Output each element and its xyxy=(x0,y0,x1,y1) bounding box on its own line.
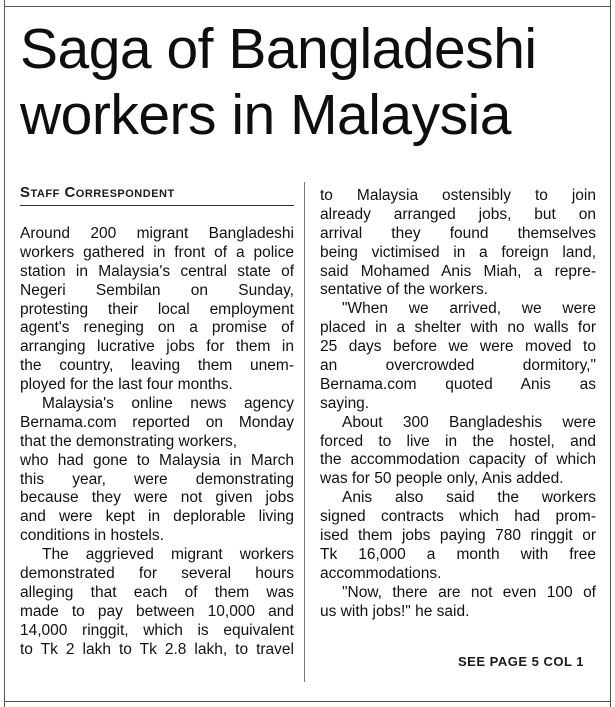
text-line: placed in a shelter with no walls for xyxy=(320,319,596,337)
text-line: and were kept in deplorable living xyxy=(20,508,294,526)
text-line: accommodations. xyxy=(320,564,442,582)
text-line: demonstrated for several hours xyxy=(20,565,294,583)
text-line: already arranged jobs, but on xyxy=(320,205,596,223)
text-line: that the demonstrating workers, xyxy=(20,432,238,450)
headline-line-2: workers in Malaysia xyxy=(20,83,511,147)
text-line: arranging lucrative jobs for them in xyxy=(20,338,294,356)
headline-line-1: Saga of Bangladeshi xyxy=(20,17,537,81)
text-line: was for 50 people only, Anis added. xyxy=(320,470,564,488)
text-line: the country, leaving them unem- xyxy=(20,357,294,375)
text-line: Bernama.com quoted Anis as xyxy=(320,375,596,393)
text-line: sentative of the workers. xyxy=(320,281,488,299)
text-line: About 300 Bangladeshis were xyxy=(342,413,596,431)
text-line: saying. xyxy=(320,394,370,412)
text-line: made to pay between 10,000 and xyxy=(20,602,294,620)
headline xyxy=(20,16,600,148)
text-line: who had gone to Malaysia in March xyxy=(20,451,294,469)
text-line: to Tk 2 lakh to Tk 2.8 lakh, to travel xyxy=(20,640,294,658)
frame-right-border xyxy=(610,0,611,707)
byline-rule xyxy=(20,205,294,206)
text-line: Anis also said the workers xyxy=(342,489,596,507)
text-line: us with jobs!" he said. xyxy=(320,602,470,620)
text-line: agent's reneging on a promise of xyxy=(20,319,294,337)
text-line: Around 200 migrant Bangladeshi xyxy=(20,225,294,242)
text-line: station in Malaysia's central state of xyxy=(20,262,294,280)
article-column-1 xyxy=(20,225,294,659)
text-line: this year, were demonstrating xyxy=(20,470,294,488)
text-line: protesting their local employment xyxy=(20,300,294,318)
jump-line-see-page: SEE PAGE 5 COL 1 xyxy=(458,654,585,669)
text-line: Negeri Sembilan on Sunday, xyxy=(20,281,294,299)
text-line: "When we arrived, we were xyxy=(342,300,596,318)
text-line: arrival they found themselves xyxy=(320,224,596,242)
text-line: being victimised in a foreign land, xyxy=(320,243,596,261)
text-line: The aggrieved migrant workers xyxy=(42,546,294,564)
text-line: because they were not given jobs xyxy=(20,489,294,507)
bottom-rule xyxy=(4,701,611,702)
text-line: Bernama.com reported on Monday xyxy=(20,413,294,431)
article-column-2 xyxy=(320,187,596,621)
frame-left-border xyxy=(4,0,5,707)
text-line: to Malaysia ostensibly to join xyxy=(320,187,596,204)
text-line: an overcrowded dormitory," xyxy=(320,357,596,375)
text-line: ployed for the last four months. xyxy=(20,376,233,394)
text-line: said Mohamed Anis Miah, a repre- xyxy=(320,262,596,280)
text-line: alleging that each of them was xyxy=(20,583,294,601)
text-line: conditions in hostels. xyxy=(20,527,164,545)
text-line: Malaysia's online news agency xyxy=(42,395,294,413)
text-line: 25 days before we were moved to xyxy=(320,338,596,356)
text-line: ised them jobs paying 780 ringgit or xyxy=(320,527,596,545)
text-line: 14,000 ringgit, which is equivalent xyxy=(20,621,294,639)
text-line: Tk 16,000 a month with free xyxy=(320,545,596,563)
top-rule xyxy=(4,6,611,7)
text-line: forced to live in the hostel, and xyxy=(320,432,596,450)
byline: Staff Correspondent xyxy=(20,184,175,201)
column-divider xyxy=(304,182,305,682)
text-line: "Now, there are not even 100 of xyxy=(342,583,596,601)
text-line: workers gathered in front of a police xyxy=(20,243,294,261)
text-line: the accommodation capacity of which xyxy=(320,451,596,469)
text-line: signed contracts which had prom- xyxy=(320,508,596,526)
